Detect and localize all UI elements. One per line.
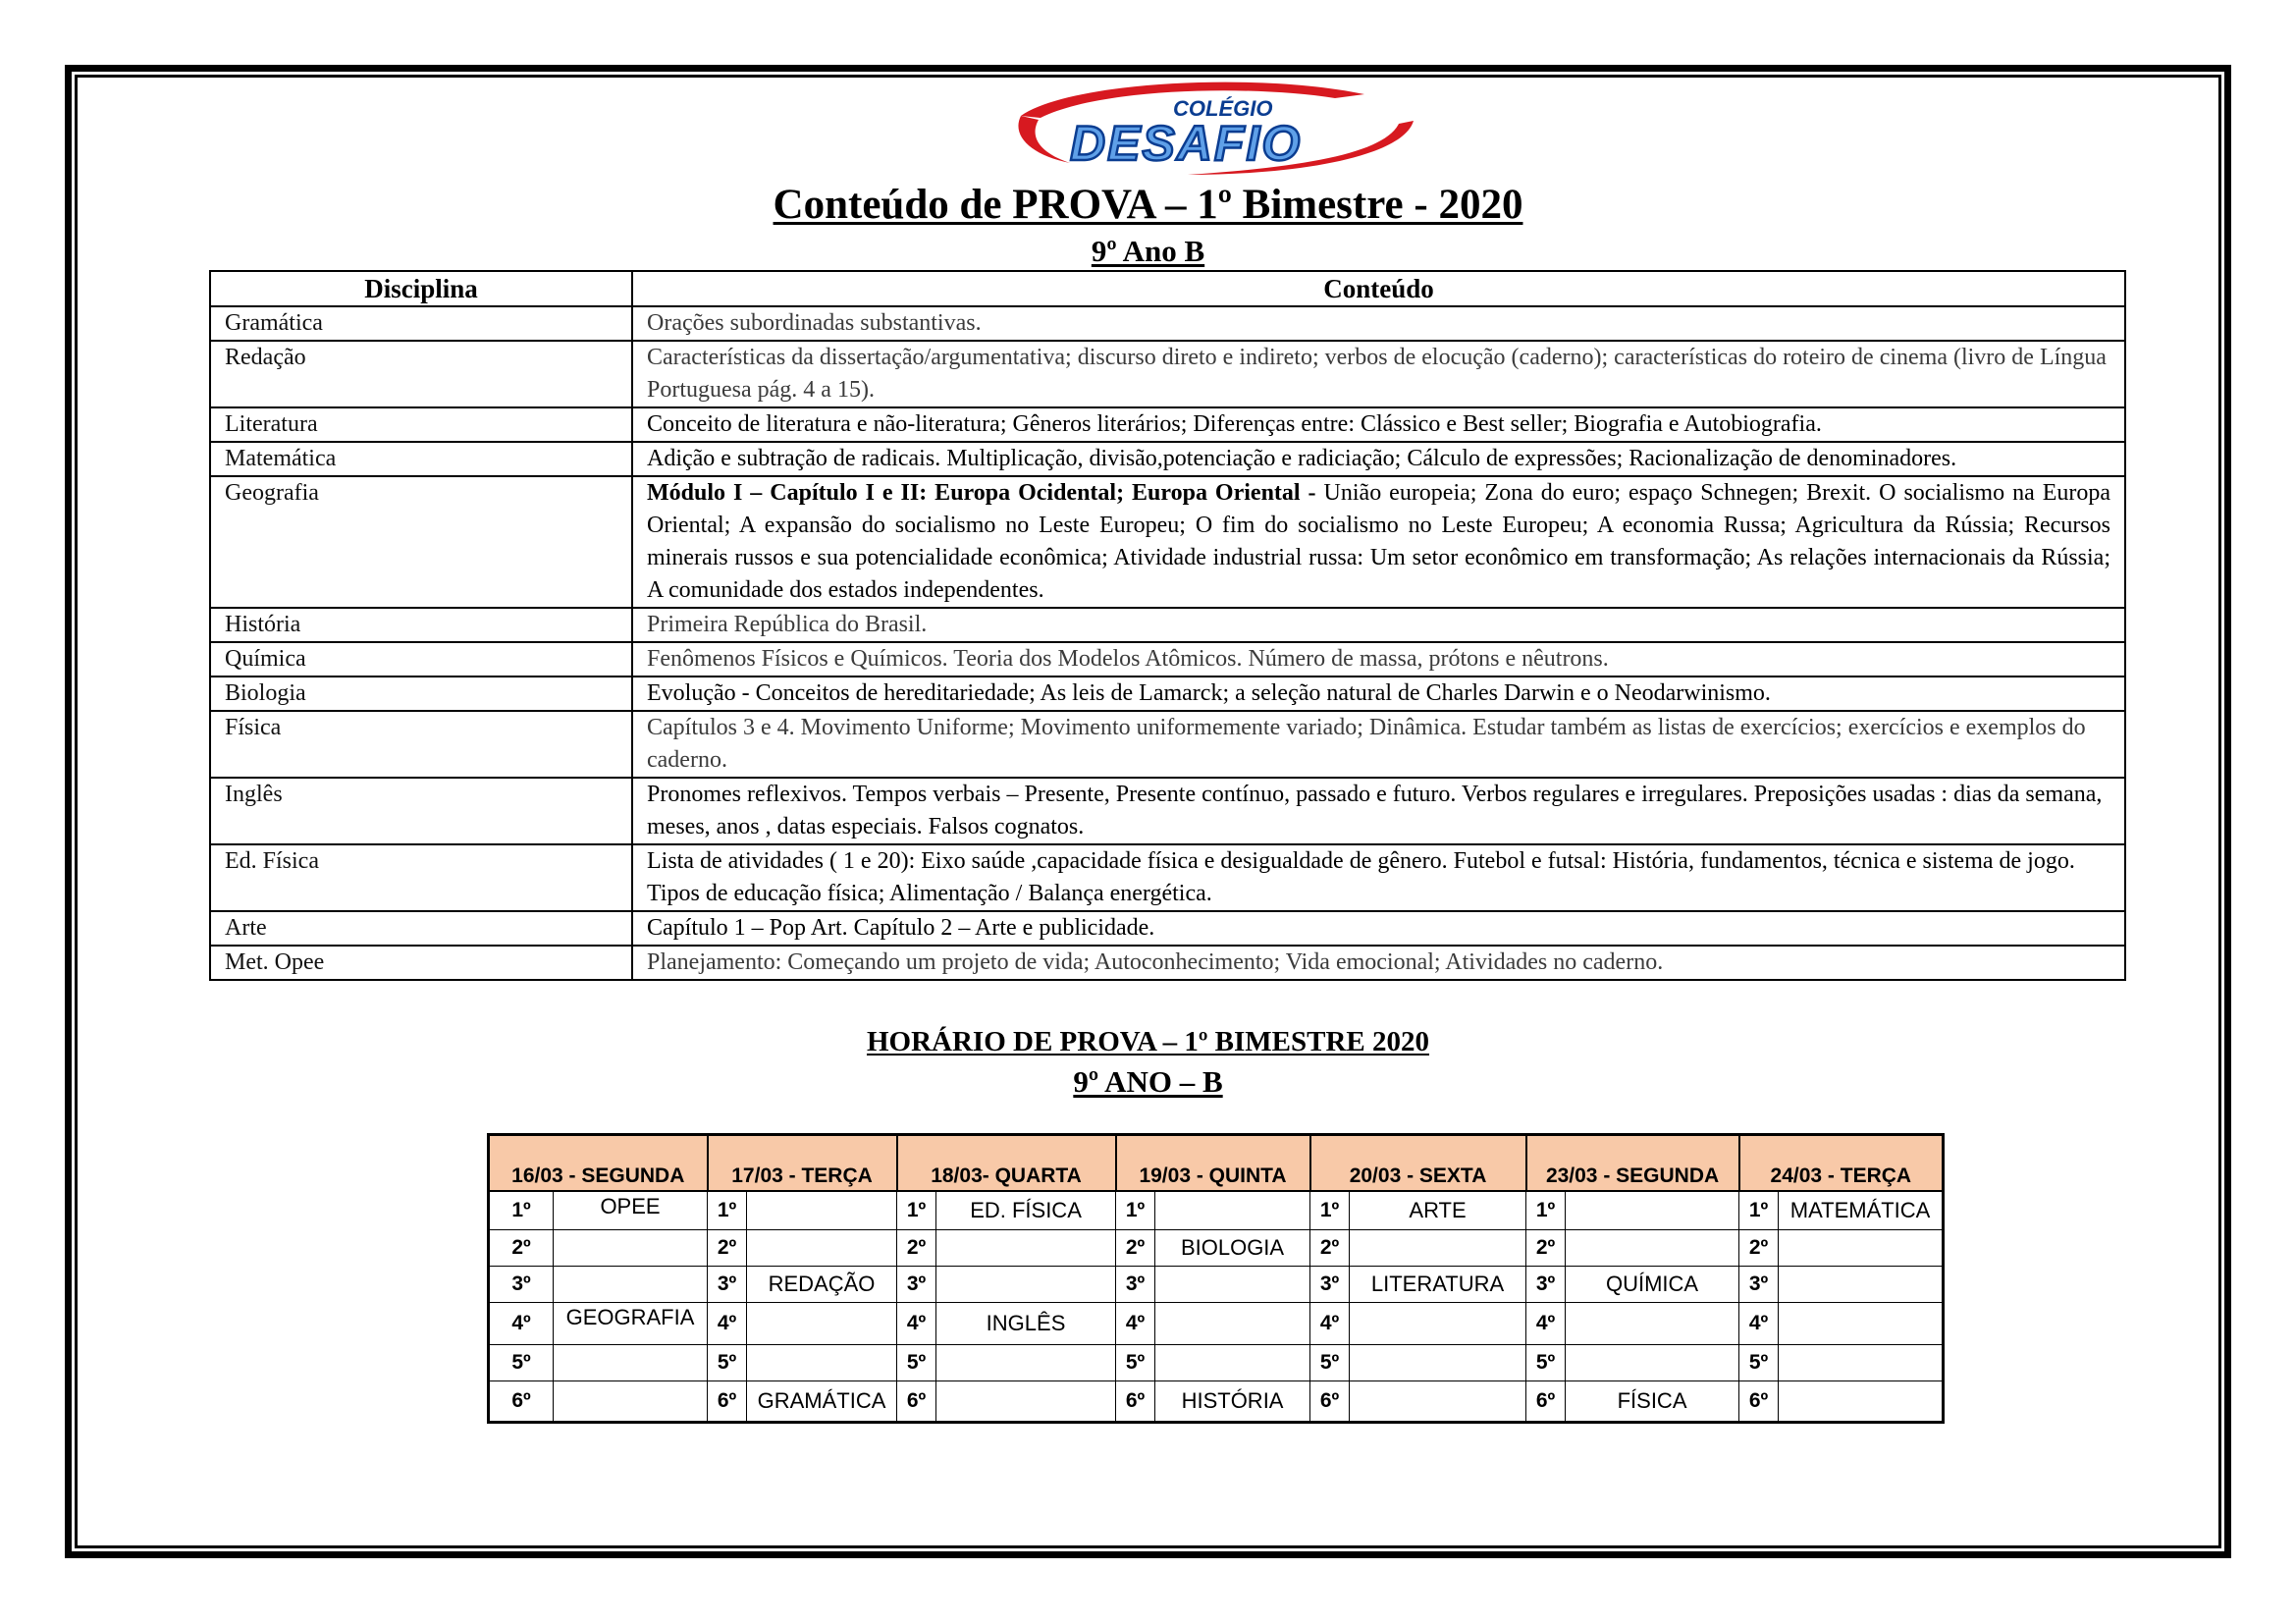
table-row (210, 476, 2125, 608)
exam-subject-cell (554, 1381, 708, 1423)
table-row (210, 711, 2125, 778)
schedule-row (489, 1381, 1944, 1423)
exam-subject-cell (554, 1230, 708, 1267)
period-number: 5º (1116, 1345, 1155, 1381)
schedule-row (489, 1345, 1944, 1381)
exam-subject-cell (1155, 1267, 1310, 1303)
subject-cell: Matemática (210, 442, 632, 476)
subject-cell: Gramática (210, 306, 632, 341)
period-number: 3º (897, 1267, 936, 1303)
content-cell: Lista de atividades ( 1 e 20): Eixo saúde ,capacidade física e desigualdade de gênero. Futebol e futsal: História, fundamentos, técnica e sistema de jogo. Tipos de educação física; Alimentação / Balança energética. (632, 844, 2125, 911)
logo-text-top: COLÉGIO (1173, 96, 1273, 121)
period-number: 2º (897, 1230, 936, 1267)
exam-subject-cell (1350, 1381, 1526, 1423)
period-number: 4º (708, 1303, 747, 1345)
exam-subject-cell (1779, 1303, 1944, 1345)
exam-subject-cell: GRAMÁTICA (747, 1381, 897, 1423)
period-number: 5º (708, 1345, 747, 1381)
day-header: 17/03 - TERÇA (708, 1135, 897, 1192)
period-number: 3º (1310, 1267, 1350, 1303)
period-number: 6º (489, 1381, 554, 1423)
period-number: 2º (1310, 1230, 1350, 1267)
subject-cell: Met. Opee (210, 946, 632, 980)
exam-subject-cell (747, 1345, 897, 1381)
exam-subject-cell (554, 1345, 708, 1381)
content-cell: Conceito de literatura e não-literatura; Gêneros literários; Diferenças entre: Clássico e Best seller; Biografia e Autobiografia. (632, 407, 2125, 442)
content-text: União europeia; Zona do euro; espaço Schnegen; Brexit. O socialismo na Europa Oriental; A expansão do socialismo no Leste Europeu; O fim do socialismo no Leste Europeu; A economia Russa; Agricultura da Rússia; Recursos minerais russos e sua potencialidade econômica; Atividade industrial russa: Um setor econômico em transformação; As relações internacionais da Rússia; A comunidade dos estados independentes. (647, 480, 2111, 603)
exam-subject-cell (747, 1191, 897, 1230)
day-header: 24/03 - TERÇA (1739, 1135, 1944, 1192)
subject-cell: História (210, 608, 632, 642)
exam-subject-cell (747, 1230, 897, 1267)
period-number: 4º (1526, 1303, 1566, 1345)
period-number: 4º (489, 1303, 554, 1345)
exam-subject-cell: HISTÓRIA (1155, 1381, 1310, 1423)
period-number: 6º (1310, 1381, 1350, 1423)
table-row (210, 306, 2125, 341)
exam-subject-cell: ED. FÍSICA (936, 1191, 1116, 1230)
period-number: 1º (489, 1191, 554, 1230)
period-number: 4º (897, 1303, 936, 1345)
schedule-row (489, 1191, 1944, 1230)
period-number: 2º (1739, 1230, 1779, 1267)
table-row (210, 642, 2125, 677)
exam-subject-cell: GEOGRAFIA (554, 1303, 708, 1345)
logo-swoosh-left (1018, 116, 1070, 163)
exam-subject-cell (1566, 1303, 1739, 1345)
period-number: 5º (1526, 1345, 1566, 1381)
exam-subject-cell: BIOLOGIA (1155, 1230, 1310, 1267)
exam-subject-cell: LITERATURA (1350, 1267, 1526, 1303)
exam-subject-cell (1779, 1267, 1944, 1303)
content-cell: Primeira República do Brasil. (632, 608, 2125, 642)
period-number: 3º (708, 1267, 747, 1303)
period-number: 3º (489, 1267, 554, 1303)
content-cell: Evolução - Conceitos de hereditariedade; As leis de Lamarck; a seleção natural de Charles Darwin e o Neodarwinismo. (632, 677, 2125, 711)
exam-subject-cell (936, 1230, 1116, 1267)
exam-subject-cell (747, 1303, 897, 1345)
exam-subject-cell (1350, 1230, 1526, 1267)
exam-subject-cell: REDAÇÃO (747, 1267, 897, 1303)
period-number: 4º (1739, 1303, 1779, 1345)
schedule-header-row (489, 1135, 1944, 1192)
period-number: 2º (1116, 1230, 1155, 1267)
period-number: 1º (1526, 1191, 1566, 1230)
content-cell: Características da dissertação/argumentativa; discurso direto e indireto; verbos de elocução (caderno); características do roteiro de cinema (livro de Língua Portuguesa pág. 4 a 15). (632, 341, 2125, 407)
header-conteudo: Conteúdo (632, 271, 2125, 306)
period-number: 5º (489, 1345, 554, 1381)
content-cell: Capítulos 3 e 4. Movimento Uniforme; Movimento uniformemente variado; Dinâmica. Estudar também as listas de exercícios; exercícios e exemplos do caderno. (632, 711, 2125, 778)
period-number: 1º (1116, 1191, 1155, 1230)
day-header: 19/03 - QUINTA (1116, 1135, 1310, 1192)
day-header: 20/03 - SEXTA (1310, 1135, 1526, 1192)
subject-cell: Ed. Física (210, 844, 632, 911)
exam-subject-cell (936, 1267, 1116, 1303)
schedule-row (489, 1303, 1944, 1345)
subject-cell: Literatura (210, 407, 632, 442)
exam-subject-cell (1566, 1345, 1739, 1381)
period-number: 6º (1526, 1381, 1566, 1423)
day-header: 23/03 - SEGUNDA (1526, 1135, 1739, 1192)
exam-subject-cell (936, 1345, 1116, 1381)
period-number: 2º (708, 1230, 747, 1267)
table-row (210, 341, 2125, 407)
subject-cell: Inglês (210, 778, 632, 844)
period-number: 1º (1310, 1191, 1350, 1230)
exam-subject-cell (1155, 1345, 1310, 1381)
table-row (210, 778, 2125, 844)
exam-subject-cell (1155, 1303, 1310, 1345)
period-number: 1º (1739, 1191, 1779, 1230)
table-row (210, 911, 2125, 946)
content-cell: Pronomes reflexivos. Tempos verbais – Presente, Presente contínuo, passado e futuro. Verbos regulares e irregulares. Preposições usadas : dias da semana, meses, anos , datas especiais. Falsos cognatos. (632, 778, 2125, 844)
period-number: 4º (1310, 1303, 1350, 1345)
exam-subject-cell: QUÍMICA (1566, 1267, 1739, 1303)
subject-cell: Química (210, 642, 632, 677)
schedule-row (489, 1267, 1944, 1303)
period-number: 6º (1116, 1381, 1155, 1423)
subject-cell: Geografia (210, 476, 632, 608)
content-cell: Capítulo 1 – Pop Art. Capítulo 2 – Arte e publicidade. (632, 911, 2125, 946)
exam-subject-cell (1566, 1230, 1739, 1267)
period-number: 3º (1739, 1267, 1779, 1303)
period-number: 3º (1526, 1267, 1566, 1303)
schedule-title: HORÁRIO DE PROVA – 1º BIMESTRE 2020 (866, 1026, 1429, 1057)
exam-subject-cell (1155, 1191, 1310, 1230)
period-number: 3º (1116, 1267, 1155, 1303)
period-number: 4º (1116, 1303, 1155, 1345)
exam-subject-cell: MATEMÁTICA (1779, 1191, 1944, 1230)
table-row (210, 407, 2125, 442)
content-cell (632, 476, 2125, 608)
logo-text-main: DESAFIO (1070, 116, 1303, 171)
period-number: 6º (1739, 1381, 1779, 1423)
schedule-table (487, 1133, 1945, 1424)
content-table-header-row (210, 271, 2125, 306)
exam-subject-cell (1566, 1191, 1739, 1230)
content-bold-lead: Módulo I – Capítulo I e II: Europa Ocidental; Europa Oriental - (647, 480, 1316, 506)
day-header: 16/03 - SEGUNDA (489, 1135, 708, 1192)
table-row (210, 608, 2125, 642)
page-title: Conteúdo de PROVA – 1º Bimestre - 2020 (773, 182, 1523, 228)
school-logo (1011, 77, 1423, 180)
schedule-class: 9º ANO – B (1073, 1064, 1223, 1099)
schedule-row (489, 1230, 1944, 1267)
exam-subject-cell: INGLÊS (936, 1303, 1116, 1345)
exam-subject-cell (1350, 1303, 1526, 1345)
subject-cell: Redação (210, 341, 632, 407)
day-header: 18/03- QUARTA (897, 1135, 1116, 1192)
exam-subject-cell (554, 1267, 708, 1303)
content-cell: Orações subordinadas substantivas. (632, 306, 2125, 341)
subject-cell: Arte (210, 911, 632, 946)
period-number: 5º (897, 1345, 936, 1381)
class-subtitle: 9º Ano B (1091, 234, 1205, 268)
content-cell: Planejamento: Começando um projeto de vida; Autoconhecimento; Vida emocional; Atividades no caderno. (632, 946, 2125, 980)
period-number: 2º (489, 1230, 554, 1267)
subject-cell: Biologia (210, 677, 632, 711)
table-row (210, 677, 2125, 711)
exam-subject-cell (1350, 1345, 1526, 1381)
subject-cell: Física (210, 711, 632, 778)
period-number: 5º (1310, 1345, 1350, 1381)
exam-subject-cell (936, 1381, 1116, 1423)
period-number: 1º (708, 1191, 747, 1230)
exam-subject-cell: OPEE (554, 1191, 708, 1230)
content-cell: Adição e subtração de radicais. Multiplicação, divisão,potenciação e radiciação; Cálculo de expressões; Racionalização de denominadores. (632, 442, 2125, 476)
period-number: 6º (708, 1381, 747, 1423)
table-row (210, 442, 2125, 476)
period-number: 2º (1526, 1230, 1566, 1267)
period-number: 5º (1739, 1345, 1779, 1381)
header-disciplina: Disciplina (210, 271, 632, 306)
exam-subject-cell: ARTE (1350, 1191, 1526, 1230)
table-row (210, 844, 2125, 911)
period-number: 6º (897, 1381, 936, 1423)
content-table (209, 270, 2126, 981)
exam-subject-cell (1779, 1381, 1944, 1423)
table-row (210, 946, 2125, 980)
content-cell: Fenômenos Físicos e Químicos. Teoria dos Modelos Atômicos. Número de massa, prótons e nêutrons. (632, 642, 2125, 677)
period-number: 1º (897, 1191, 936, 1230)
exam-subject-cell: FÍSICA (1566, 1381, 1739, 1423)
exam-subject-cell (1779, 1345, 1944, 1381)
exam-subject-cell (1779, 1230, 1944, 1267)
